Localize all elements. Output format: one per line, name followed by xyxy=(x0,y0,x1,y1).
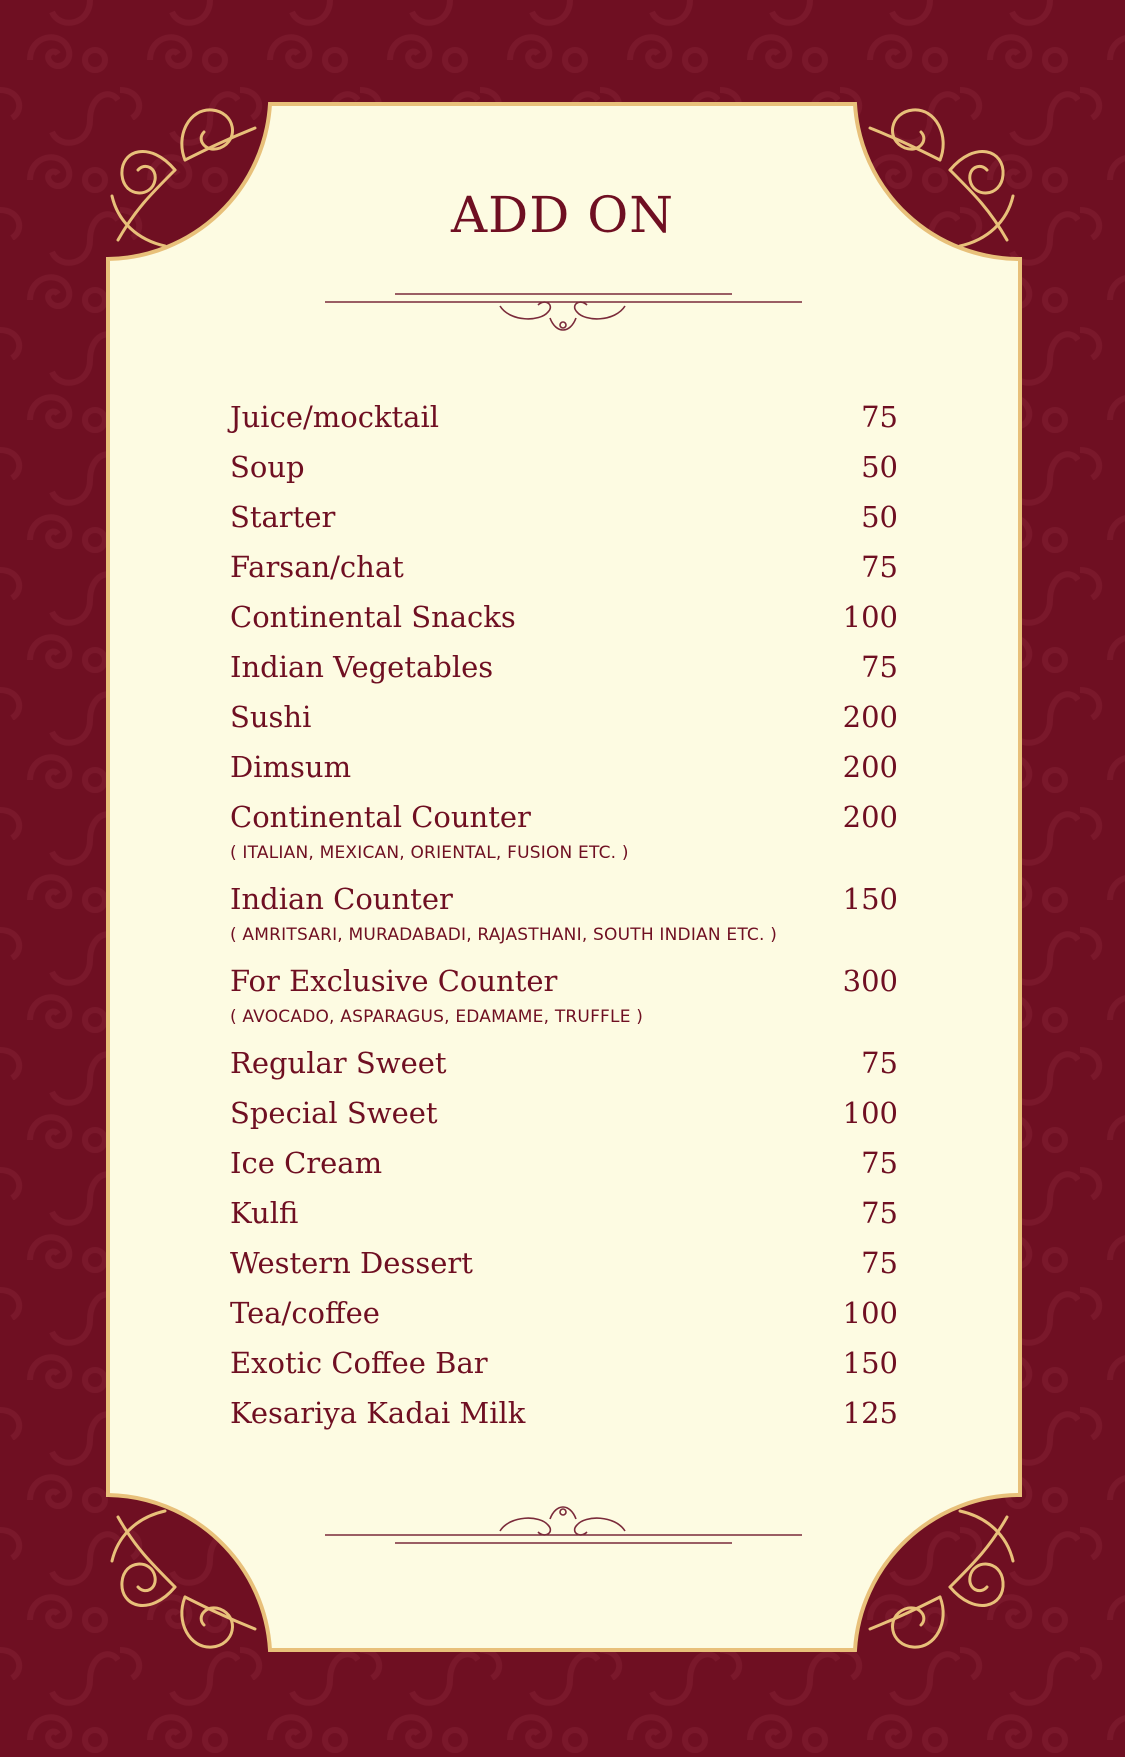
menu-item xyxy=(230,395,898,445)
page-title: ADD ON xyxy=(451,186,674,244)
item-price: 75 xyxy=(861,650,898,684)
menu-item xyxy=(230,1241,898,1291)
item-price: 75 xyxy=(861,550,898,584)
menu-item xyxy=(230,959,898,1041)
menu-item xyxy=(230,1091,898,1141)
item-price: 50 xyxy=(861,500,898,534)
item-price: 75 xyxy=(861,1146,898,1180)
item-name: Regular Sweet xyxy=(230,1046,447,1080)
menu-item xyxy=(230,695,898,745)
menu-item xyxy=(230,1141,898,1191)
item-price: 100 xyxy=(842,600,898,634)
item-name: Farsan/chat xyxy=(230,550,404,584)
item-price: 125 xyxy=(842,1396,898,1430)
item-name: Dimsum xyxy=(230,750,352,784)
menu-item xyxy=(230,877,898,959)
item-price: 50 xyxy=(861,450,898,484)
item-name: Indian Counter xyxy=(230,882,453,916)
item-note: ( ITALIAN, MEXICAN, ORIENTAL, FUSION ETC. ) xyxy=(230,843,629,863)
menu-item xyxy=(230,1291,898,1341)
menu-item xyxy=(230,595,898,645)
item-name: Continental Snacks xyxy=(230,600,516,634)
item-name: Special Sweet xyxy=(230,1096,438,1130)
item-name: Exotic Coffee Bar xyxy=(230,1346,488,1380)
menu-item xyxy=(230,745,898,795)
item-name: Soup xyxy=(230,450,305,484)
item-price: 75 xyxy=(861,1046,898,1080)
item-name: Sushi xyxy=(230,700,312,734)
item-name: Tea/coffee xyxy=(230,1296,380,1330)
menu-item xyxy=(230,1341,898,1391)
item-price: 75 xyxy=(861,1246,898,1280)
item-price: 75 xyxy=(861,1196,898,1230)
menu-item xyxy=(230,1041,898,1091)
menu-list xyxy=(230,395,898,1441)
item-name: Kesariya Kadai Milk xyxy=(230,1396,526,1430)
item-price: 150 xyxy=(842,1346,898,1380)
item-name: Kulfi xyxy=(230,1196,299,1230)
item-name: Continental Counter xyxy=(230,800,531,834)
item-name: For Exclusive Counter xyxy=(230,964,558,998)
menu-item xyxy=(230,1191,898,1241)
item-name: Juice/mocktail xyxy=(230,400,440,434)
menu-item xyxy=(230,445,898,495)
item-price: 200 xyxy=(842,800,898,834)
menu-item xyxy=(230,495,898,545)
menu-item xyxy=(230,545,898,595)
item-note: ( AMRITSARI, MURADABADI, RAJASTHANI, SOUTH INDIAN ETC. ) xyxy=(230,925,778,945)
item-price: 200 xyxy=(842,700,898,734)
item-price: 100 xyxy=(842,1296,898,1330)
menu-item xyxy=(230,1391,898,1441)
item-price: 100 xyxy=(842,1096,898,1130)
item-price: 200 xyxy=(842,750,898,784)
menu-item xyxy=(230,795,898,877)
item-name: Western Dessert xyxy=(230,1246,473,1280)
item-price: 150 xyxy=(842,882,898,916)
item-name: Ice Cream xyxy=(230,1146,383,1180)
item-note: ( AVOCADO, ASPARAGUS, EDAMAME, TRUFFLE ) xyxy=(230,1007,644,1027)
item-name: Starter xyxy=(230,500,336,534)
item-price: 300 xyxy=(842,964,898,998)
item-name: Indian Vegetables xyxy=(230,650,494,684)
menu-item xyxy=(230,645,898,695)
item-price: 75 xyxy=(861,400,898,434)
